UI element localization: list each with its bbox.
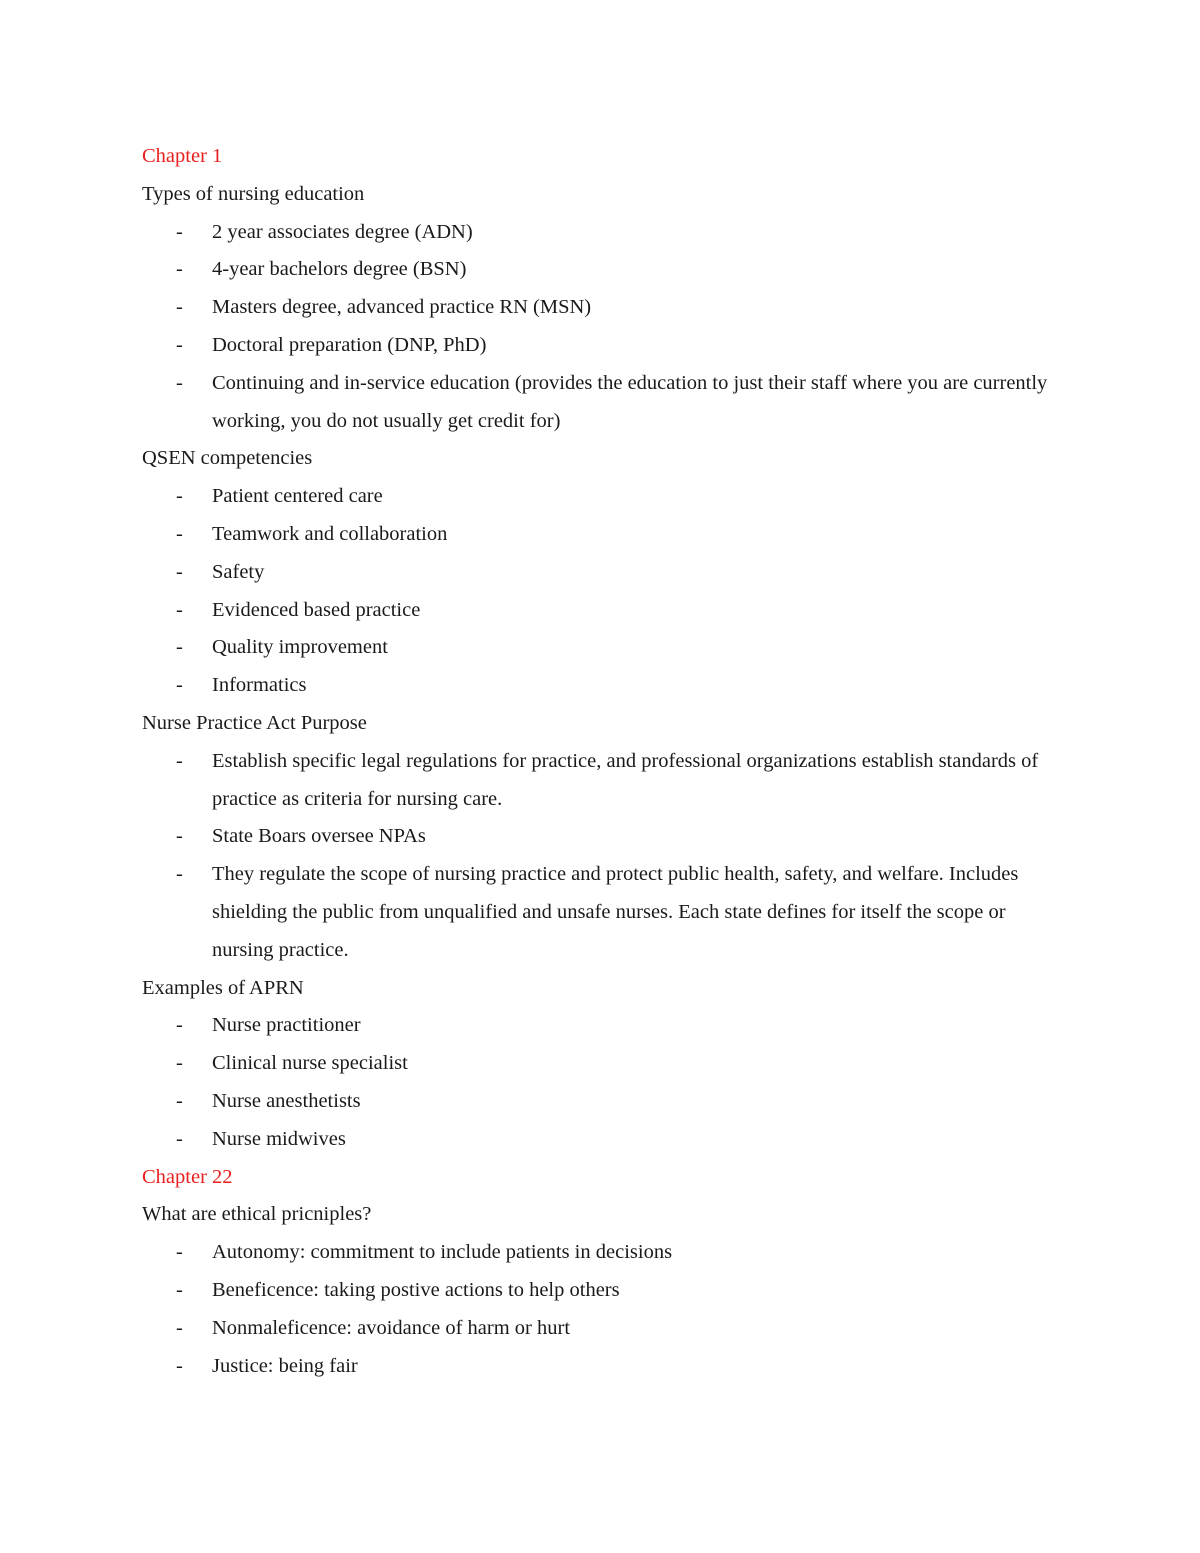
bullet-list — [142, 214, 1062, 441]
dash-bullet: - — [176, 522, 183, 545]
list-item-text: Masters degree, advanced practice RN (MSN) — [212, 296, 592, 319]
list-item — [142, 478, 1062, 516]
dash-bullet: - — [176, 1052, 183, 1075]
list-item-text: Beneficence: taking postive actions to help others — [212, 1278, 620, 1301]
list-item-text: Teamwork and collaboration — [212, 522, 448, 545]
list-item-text: 4-year bachelors degree (BSN) — [212, 258, 467, 281]
dash-bullet: - — [176, 220, 183, 243]
dash-bullet: - — [176, 674, 183, 697]
dash-bullet: - — [176, 371, 183, 394]
dash-bullet: - — [176, 1014, 183, 1037]
list-item-text: State Boars oversee NPAs — [212, 825, 426, 848]
list-item — [142, 1234, 1062, 1272]
list-item — [142, 289, 1062, 327]
list-item-text: Establish specific legal regulations for practice, and professional organizations establish standards of practice as criteria for nursing care. — [212, 749, 1039, 810]
list-item — [142, 327, 1062, 365]
list-item-text: Nurse anesthetists — [212, 1089, 361, 1112]
dash-bullet: - — [176, 863, 183, 886]
dash-bullet: - — [176, 749, 183, 772]
dash-bullet: - — [176, 296, 183, 319]
dash-bullet: - — [176, 258, 183, 281]
list-item — [142, 1121, 1062, 1159]
chapter-heading: Chapter 22 — [142, 1165, 233, 1188]
list-item-text: Informatics — [212, 674, 307, 697]
dash-bullet: - — [176, 1089, 183, 1112]
list-item-text: Autonomy: commitment to include patients in decisions — [212, 1241, 673, 1264]
dash-bullet: - — [176, 1354, 183, 1377]
bullet-list — [142, 743, 1062, 970]
list-item-text: 2 year associates degree (ADN) — [212, 220, 473, 243]
list-item — [142, 856, 1062, 969]
topic-heading: What are ethical pricniples? — [142, 1203, 372, 1226]
dash-bullet: - — [176, 1127, 183, 1150]
list-item-text: Safety — [212, 560, 265, 583]
list-item — [142, 365, 1062, 441]
list-item — [142, 743, 1062, 819]
list-item-text: Nonmaleficence: avoidance of harm or hurt — [212, 1316, 571, 1339]
list-item-text: Doctoral preparation (DNP, PhD) — [212, 333, 487, 356]
bullet-list — [142, 1234, 1062, 1385]
bullet-list — [142, 1007, 1062, 1158]
list-item — [142, 818, 1062, 856]
dash-bullet: - — [176, 1241, 183, 1264]
document-body — [142, 138, 1062, 1385]
list-item-text: Evidenced based practice — [212, 598, 421, 621]
list-item-text: Clinical nurse specialist — [212, 1052, 408, 1075]
list-item — [142, 592, 1062, 630]
list-item — [142, 1045, 1062, 1083]
dash-bullet: - — [176, 598, 183, 621]
list-item — [142, 214, 1062, 252]
list-item-text: Continuing and in-service education (provides the education to just their staff where you are currently working, you do not usually get credit for) — [212, 371, 1048, 432]
list-item — [142, 516, 1062, 554]
dash-bullet: - — [176, 825, 183, 848]
list-item — [142, 251, 1062, 289]
list-item-text: Justice: being fair — [212, 1354, 358, 1377]
list-item — [142, 667, 1062, 705]
list-item — [142, 1083, 1062, 1121]
bullet-list — [142, 478, 1062, 705]
list-item — [142, 554, 1062, 592]
list-item-text: Nurse practitioner — [212, 1014, 361, 1037]
dash-bullet: - — [176, 1278, 183, 1301]
list-item — [142, 1007, 1062, 1045]
list-item-text: Patient centered care — [212, 485, 383, 508]
topic-heading: QSEN competencies — [142, 447, 313, 470]
dash-bullet: - — [176, 636, 183, 659]
list-item — [142, 629, 1062, 667]
topic-heading: Nurse Practice Act Purpose — [142, 711, 367, 734]
list-item-text: Nurse midwives — [212, 1127, 346, 1150]
topic-heading: Types of nursing education — [142, 182, 365, 205]
list-item — [142, 1310, 1062, 1348]
list-item — [142, 1272, 1062, 1310]
dash-bullet: - — [176, 1316, 183, 1339]
dash-bullet: - — [176, 560, 183, 583]
dash-bullet: - — [176, 333, 183, 356]
topic-heading: Examples of APRN — [142, 976, 304, 999]
list-item-text: Quality improvement — [212, 636, 388, 659]
dash-bullet: - — [176, 485, 183, 508]
list-item — [142, 1348, 1062, 1386]
chapter-heading: Chapter 1 — [142, 145, 223, 167]
list-item-text: They regulate the scope of nursing practice and protect public health, safety, and welfare. Includes shielding the public from unqualified and unsafe nurses. Each state defines for itself the scope or nursing practice. — [212, 863, 1019, 961]
